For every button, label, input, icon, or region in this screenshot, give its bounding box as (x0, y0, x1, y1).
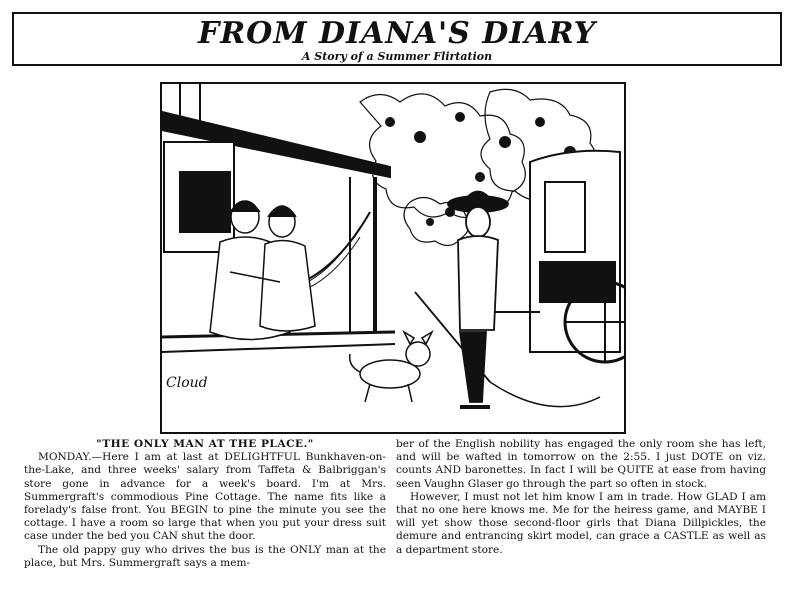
article-paragraph: The old pappy guy who drives the bus is the ONLY man at the place, but Mrs. Summergraft says a mem- (24, 543, 386, 569)
article-paragraph: MONDAY.—Here I am at last at DELIGHTFUL Bunkhaven-on-the-Lake, and three weeks' salary from Taffeta & Balbriggan's store gone in advance for a week's board. I'm at Mrs. Summergraft's commodious Pine Cottage. The name fits like a forelady's false front. You BEGIN to pine the minute you see the cottage. I have a room so large that when you put your dress suit case under the bed you CAN shut the door. (24, 451, 386, 543)
article-paragraph: However, I must not let him know I am in trade. How GLAD I am that no one here knows me. Me for the heiress game, and MAYBE I will yet show those second-floor girls that Diana Dillpickles, the demure and entrancing skirt model, can grace a CASTLE as well as a department store. (396, 490, 766, 556)
article-column-left (24, 438, 386, 570)
artist-signature: Cloud (166, 375, 208, 391)
article-heading: "THE ONLY MAN AT THE PLACE." (96, 438, 314, 450)
page-title: FROM DIANA'S DIARY (197, 16, 597, 51)
illustration (160, 82, 626, 434)
article-paragraph: ber of the English nobility has engaged the only room she has left, and will be wafted in tomorrow on the 2:55. I just DOTE on viz. counts AND baronettes. In fact I will be QUITE at ease from having seen Vaughn Glaser go through the part so often in stock. (396, 438, 766, 490)
page-subtitle: A Story of a Summer Flirtation (301, 50, 493, 63)
article-column-right (396, 438, 766, 557)
title-box (12, 12, 782, 66)
